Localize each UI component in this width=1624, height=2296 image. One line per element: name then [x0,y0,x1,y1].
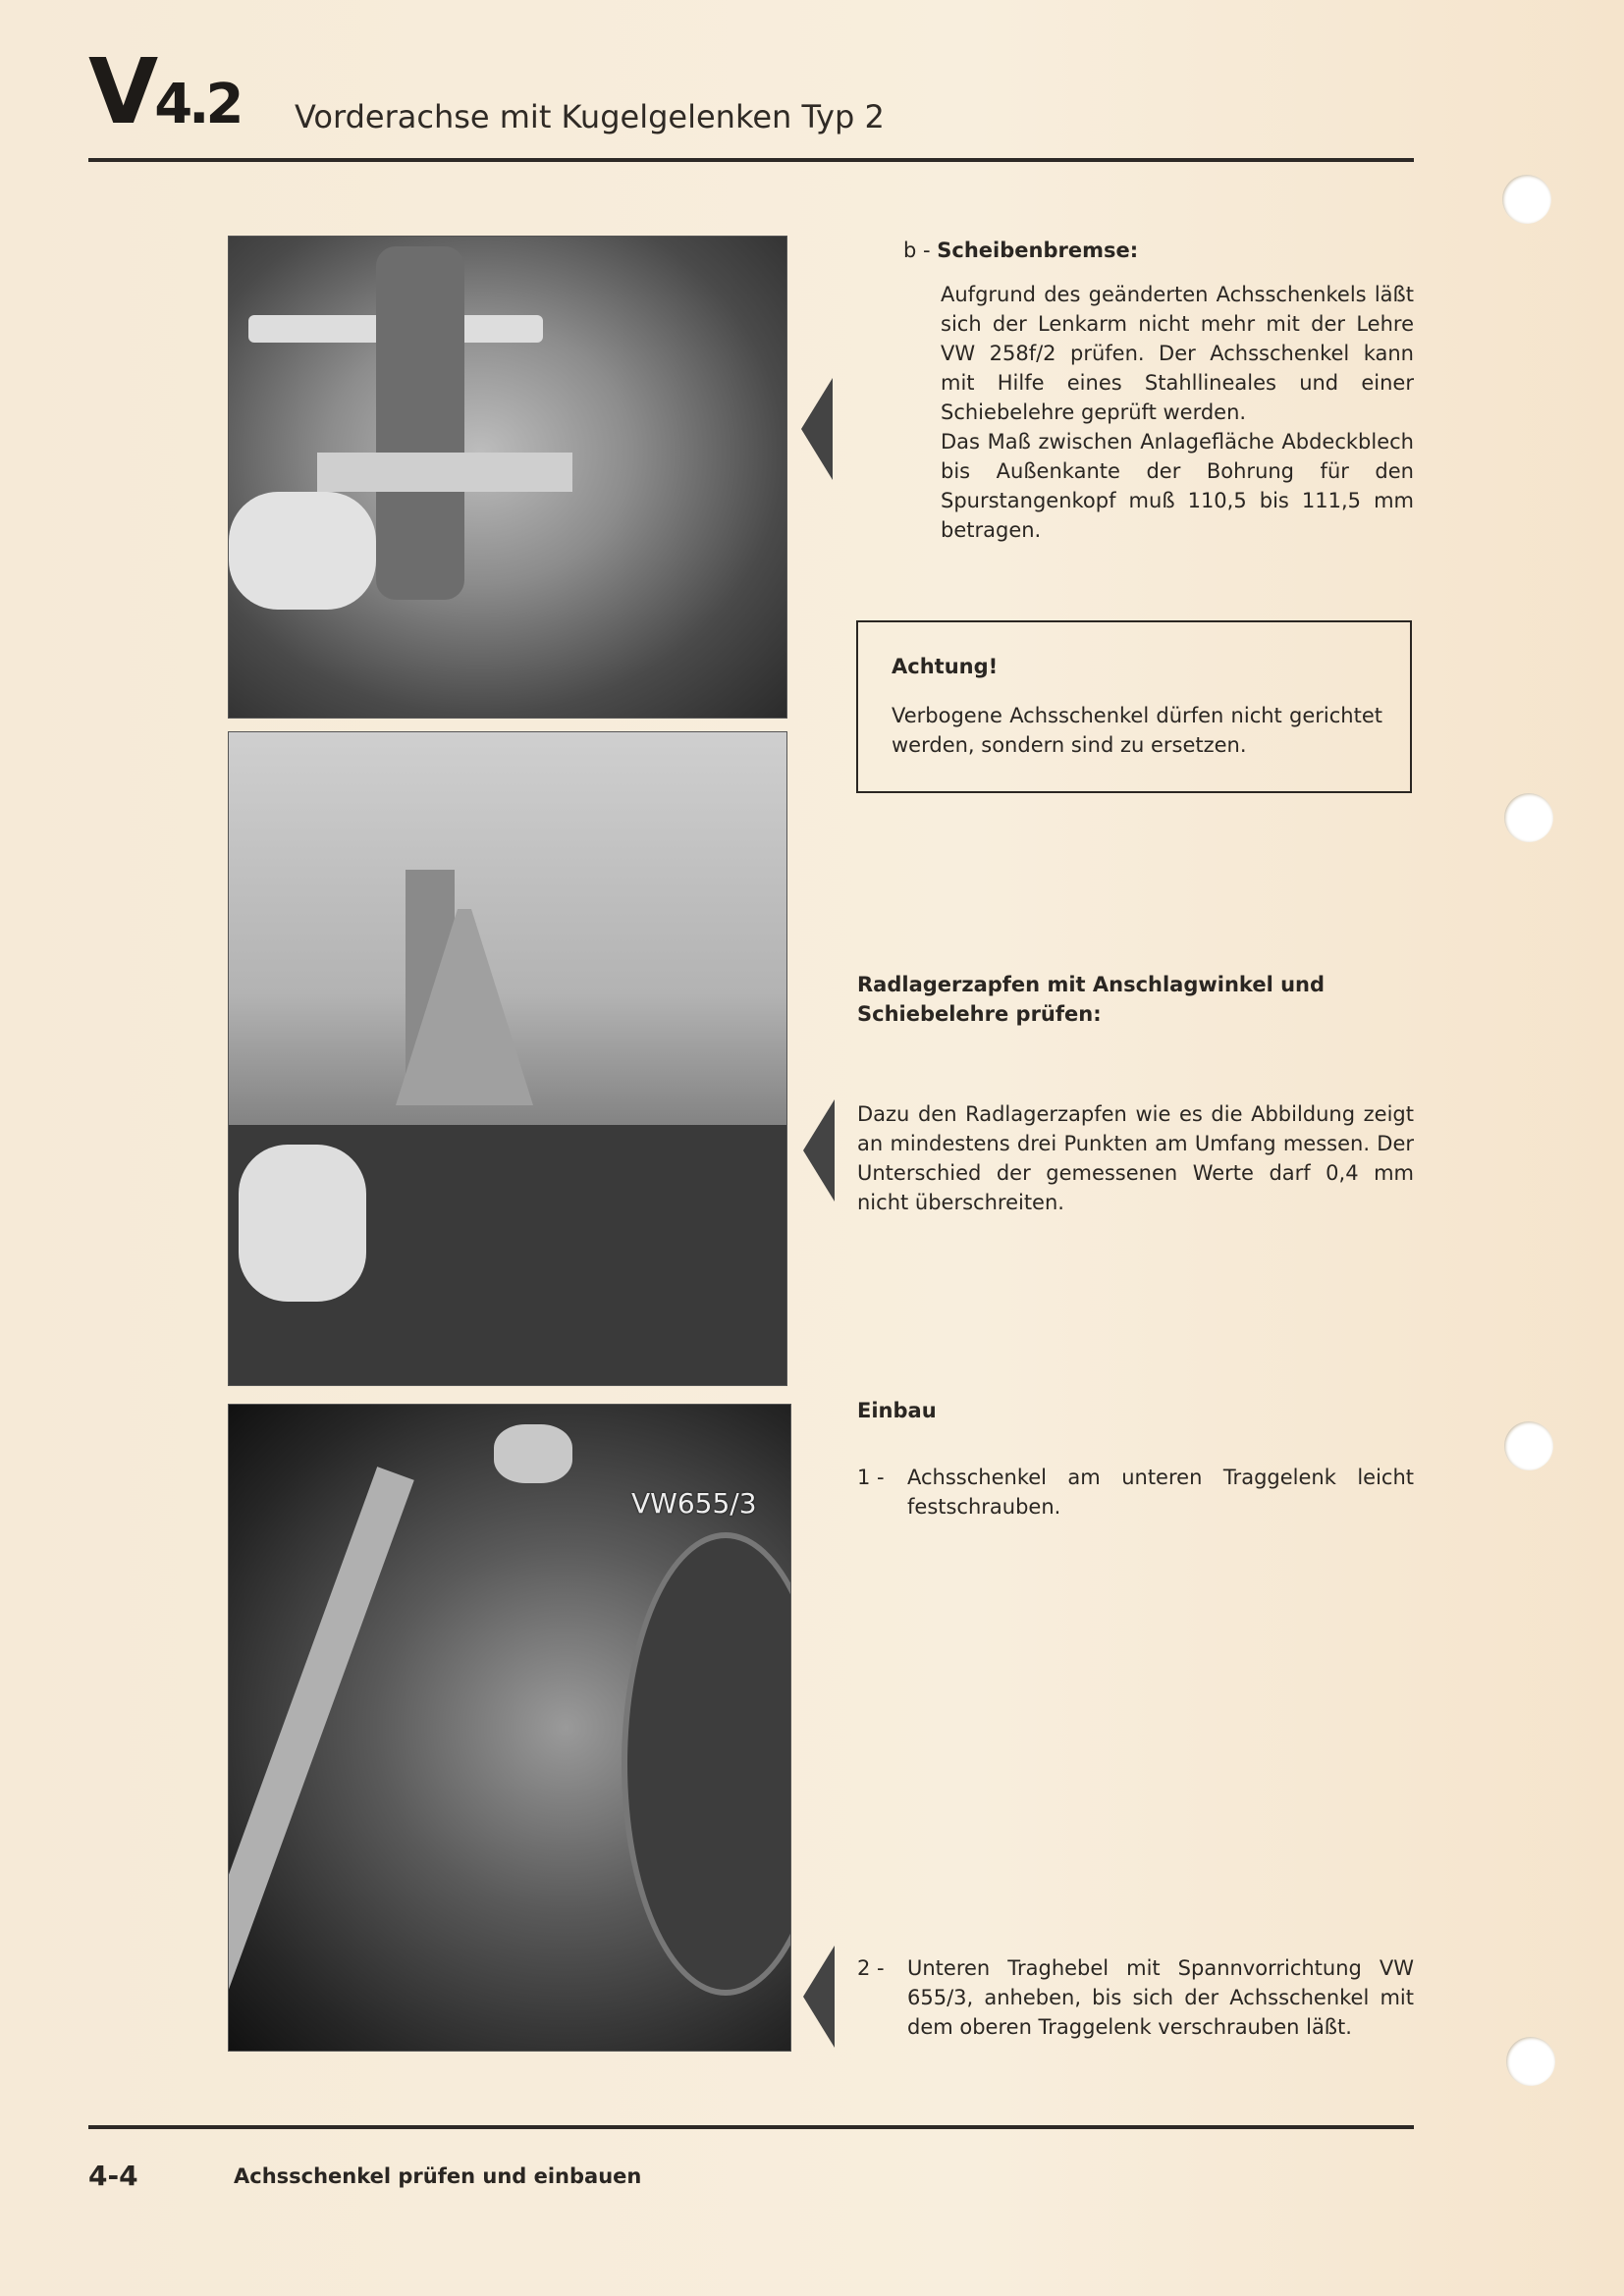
radlager-heading: Radlagerzapfen mit Anschlagwinkel und Schiebelehre prüfen: [857,973,1326,1026]
step-2-number: 2 - [857,1956,885,1980]
arrow-left-icon [801,378,837,480]
punch-hole [1504,1421,1553,1470]
radlager-text: Dazu den Radlagerzapfen wie es die Abbildung zeigt an mindestens drei Punkten am Umfang messen. Der Unterschied der gemessenen Werte darf 0,4 mm nicht überschreiten. [857,1102,1414,1214]
arrow-left-icon [803,1099,839,1201]
footer-rule [88,2125,1414,2129]
step-1-number: 1 - [857,1466,885,1489]
warning-box [856,620,1412,793]
punch-hole [1502,175,1551,224]
arrow-left-icon [803,1946,839,2048]
warning-title: Achtung! [892,655,999,678]
step-1-text: Achsschenkel am unteren Traggelenk leicht festschrauben. [907,1466,1414,1519]
step-2-text: Unteren Traghebel mit Spannvorrichtung VW 655/3, anheben, bis sich der Achsschenkel mit dem oberen Traggelenk verschrauben läßt. [907,1956,1414,2039]
punch-hole [1506,2037,1555,2086]
einbau-heading: Einbau [857,1399,937,1422]
header-rule [88,158,1414,162]
photo-wheel-bearing-journal [228,731,787,1386]
warning-text: Verbogene Achsschenkel dürfen nicht gerichtet werden, sondern sind zu ersetzen. [892,704,1382,757]
section-b-paragraph-2: Das Maß zwischen Anlagefläche Abdeckblech bis Außenkante der Bohrung für den Spurstangenkopf muß 110,5 bis 111,5 mm betragen. [941,430,1414,542]
page-title: Vorderachse mit Kugelgelenken Typ 2 [295,98,885,135]
section-number: V4.2 [88,39,241,144]
page-number: 4-4 [88,2160,138,2192]
section-b-heading: b - Scheibenbremse: [903,239,1139,262]
section-b-paragraph-1: Aufgrund des geänderten Achsschenkels läßt sich der Lenkarm nicht mehr mit der Lehre VW 258f/2 prüfen. Der Achsschenkel kann mit Hilfe eines Stahllineales und einer Schiebelehre geprüft werden. [941,283,1414,424]
photo-knuckle-measure [228,236,787,719]
figure-label-vw655: VW655/3 [631,1487,757,1520]
footer-title: Achsschenkel prüfen und einbauen [234,2164,642,2188]
punch-hole [1504,793,1553,842]
